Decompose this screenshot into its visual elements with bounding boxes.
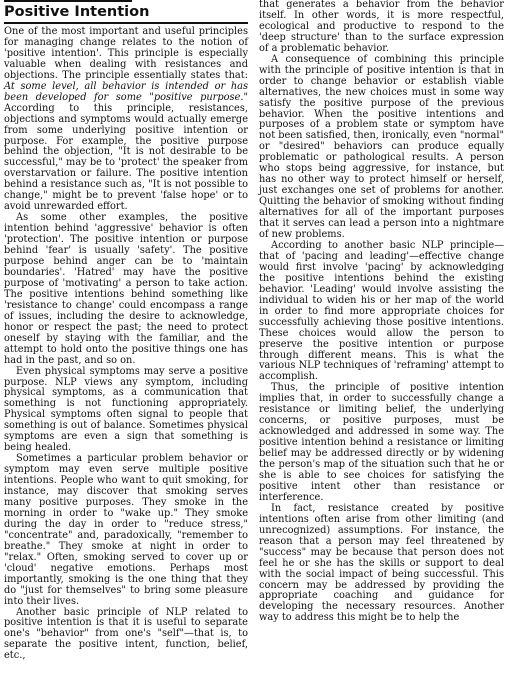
left-column <box>4 27 248 662</box>
right-column <box>259 0 504 624</box>
title-top-rule <box>4 0 132 2</box>
page-title: Positive Intention <box>4 4 150 20</box>
paragraph: that generates a behavior from the behavior itself. In other words, it is more respectful, ecological and productive to respond to the 'deep structure' than to the surface expression of a problematic behavior. <box>259 0 504 54</box>
paragraph: According to another basic NLP principle—that of 'pacing and leading'—effective change would first involve 'pacing' by acknowledging the positive intentions behind the existing behavior. 'Leading' would involve assisting the individual to widen his or her map of the world in order to find more appropriate choices for successfully achieving those positive intentions. These choices would allow the person to preserve the positive intention or purpose through different means. This is what the various NLP techniques of 'reframing' attempt to accomplish. <box>259 239 504 383</box>
paragraph: Thus, the principle of positive intention implies that, in order to successfully change a resistance or limiting belief, the underlying concerns, or positive purposes, must be acknowledged and addressed in some way. The positive intention behind a resistance or limiting belief may be addressed directly or by widening the person's map of the situation such that he or she is able to see choices for satisfying the positive intent other than resistance or interference. <box>259 382 504 503</box>
paragraph: Another basic principle of NLP related to positive intention is that it is useful to separate one's "behavior" from one's "self"—that is, to separate the positive intent, function, belief, etc., <box>4 606 248 662</box>
paragraph: As some other examples, the positive intention behind 'aggressive' behavior is often 'protection'. The positive intention or purpose behind 'fear' is usually 'safety'. The positive purpose behind anger can be to 'maintain boundaries'. 'Hatred' may have the positive purpose of 'motivating' a person to take action. The positive intentions behind something like 'resistance to change' could encompass a range of issues, including the desire to acknowledge, honor or respect the past; the need to protect oneself by staying with the familiar, and the attempt to hold onto the positive things one has had in the past, and so on. <box>4 212 248 366</box>
paragraph: In fact, resistance created by positive intentions often arise from other limiting (and unrecognized) assumptions. For instance, the reason that a person may feel threatened by "success" may be because that person does not feel he or she has the skills or support to deal with the social impact of being successful. This concern may be addressed by providing the appropriate coaching and guidance for developing the necessary resources. Another way to address this might be to help the <box>259 502 504 624</box>
title-bottom-rule <box>4 22 248 24</box>
paragraph: A consequence of combining this principle with the principle of positive intention is that in order to change behavior or establish viable alternatives, the new choices must in some way satisfy the positive purpose of the previous behavior. When the positive intentions and purposes of a problem state or symptom have not been satisfied, then, ironically, even "normal" or "desired" behaviors can produce equally problematic or pathological results. A person who stops being aggressive, for instance, but has no other way to protect himself or herself, just exchanges one set of problems for another. Quitting the behavior of smoking without finding alternatives for all of the important purposes that it serves can lead a person into a nightmare of new problems. <box>259 53 504 241</box>
paragraph: Even physical symptoms may serve a positive purpose. NLP views any symptom, including physical symptoms, as a communication that something is not functioning appropriately. Physical symptoms often signal to people that something is out of balance. Sometimes physical symptoms are even a sign that something is being healed. <box>4 365 248 454</box>
paragraph: Sometimes a particular problem behavior or symptom may even serve multiple positive intentions. People who want to quit smoking, for instance, may discover that smoking serves many positive purposes. They smoke in the morning in order to "wake up." They smoke during the day in order to "reduce stress," "concentrate" and, paradoxically, "remember to breathe." They smoke at night in order to "relax." Often, smoking served to cover up or 'cloud' negative emotions. Perhaps most importantly, smoking is the one thing that they do "just for themselves" to bring some pleasure into their lives. <box>4 453 248 607</box>
paragraph: One of the most important and useful principles for managing change relates to the notion of 'positive intention'. This principle is especially valuable when dealing with resistances and objections. The principle essentially states that: At some level, all behavior is intended or has been developed for some "positive purpose." According to this principle, resistances, objections and symptoms would actually emerge from some underlying positive intention or purpose. For example, the positive purpose behind the objection, "It is not desirable to be successful," may be to 'protect' the speaker from overstarvation or failure. The positive intention behind a resistance such as, "It is not possible to change," might be to prevent 'false hope' or to avoid unrewarded effort. <box>4 26 248 213</box>
